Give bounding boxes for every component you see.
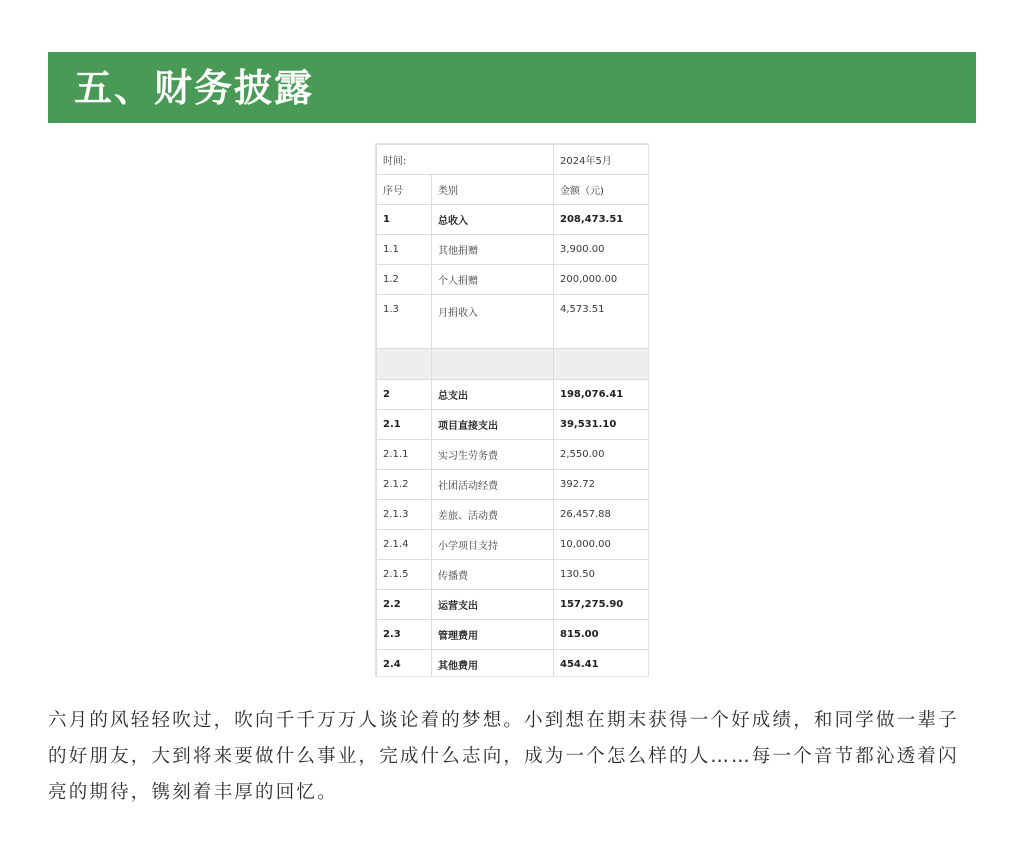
section-title: 五、财务披露: [74, 66, 315, 110]
row-category: 其他费用: [432, 650, 554, 678]
row-category: 项目直接支出: [432, 410, 554, 440]
body-paragraph: 六月的风轻轻吹过，吹向千千万万人谈论着的梦想。小到想在期末获得一个好成绩，和同学做一辈子的好朋友，大到将来要做什么事业，完成什么志向，成为一个怎么样的人……每一个音节都沁透着闪亮的期待，镌刻着丰厚的回忆。: [48, 710, 959, 803]
spacer-cell: [432, 349, 554, 380]
row-amount: 130.50: [554, 560, 650, 590]
row-amount: 815.00: [554, 620, 650, 650]
row-number: 2.1.3: [377, 500, 432, 530]
row-number: 2.1.4: [377, 530, 432, 560]
row-number: 2.1: [377, 410, 432, 440]
table-row: [377, 500, 650, 530]
spacer-cell: [554, 349, 650, 380]
table-row: [377, 440, 650, 470]
row-amount: 157,275.90: [554, 590, 650, 620]
financial-table: [376, 144, 649, 677]
table-row: [377, 380, 650, 410]
table-row: [377, 470, 650, 500]
table-row: [377, 620, 650, 650]
time-value: 2024年5月: [554, 145, 650, 175]
section-header: [48, 52, 976, 123]
financial-disclosure-table-image: [375, 143, 649, 677]
row-amount: 4,573.51: [554, 295, 650, 349]
row-category: 其他捐赠: [432, 235, 554, 265]
row-category: 个人捐赠: [432, 265, 554, 295]
column-header-amount: 金额（元): [554, 175, 650, 205]
row-category: 运营支出: [432, 590, 554, 620]
row-category: 传播费: [432, 560, 554, 590]
column-header-no: 序号: [377, 175, 432, 205]
row-category: 实习生劳务费: [432, 440, 554, 470]
row-amount: 454.41: [554, 650, 650, 678]
table-row: [377, 205, 650, 235]
row-number: 2: [377, 380, 432, 410]
row-category: 管理费用: [432, 620, 554, 650]
row-category: 小学项目支持: [432, 530, 554, 560]
row-amount: 208,473.51: [554, 205, 650, 235]
row-number: 2.2: [377, 590, 432, 620]
time-label: 时间:: [377, 145, 554, 175]
row-number: 2.1.1: [377, 440, 432, 470]
spacer-cell: [377, 349, 432, 380]
table-row: [377, 295, 650, 349]
row-category: 月捐收入: [432, 295, 554, 349]
row-category: 总收入: [432, 205, 554, 235]
row-amount: 10,000.00: [554, 530, 650, 560]
time-row: [377, 145, 650, 175]
table-row: [377, 235, 650, 265]
table-row: [377, 560, 650, 590]
row-number: 1.2: [377, 265, 432, 295]
table-row: [377, 265, 650, 295]
row-number: 1.1: [377, 235, 432, 265]
row-number: 2.1.5: [377, 560, 432, 590]
row-amount: 198,076.41: [554, 380, 650, 410]
row-amount: 26,457.88: [554, 500, 650, 530]
row-number: 1: [377, 205, 432, 235]
row-amount: 200,000.00: [554, 265, 650, 295]
column-header-row: [377, 175, 650, 205]
row-amount: 3,900.00: [554, 235, 650, 265]
row-number: 1.3: [377, 295, 432, 349]
row-category: 总支出: [432, 380, 554, 410]
row-number: 2.4: [377, 650, 432, 678]
row-category: 差旅、活动费: [432, 500, 554, 530]
table-row: [377, 530, 650, 560]
row-amount: 2,550.00: [554, 440, 650, 470]
row-number: 2.1.2: [377, 470, 432, 500]
row-amount: 392.72: [554, 470, 650, 500]
table-row: [377, 590, 650, 620]
row-amount: 39,531.10: [554, 410, 650, 440]
row-number: 2.3: [377, 620, 432, 650]
row-category: 社团活动经费: [432, 470, 554, 500]
financial-table-body: [377, 145, 650, 678]
table-row: [377, 650, 650, 678]
column-header-category: 类别: [432, 175, 554, 205]
section-spacer-row: [377, 349, 650, 380]
table-row: [377, 410, 650, 440]
